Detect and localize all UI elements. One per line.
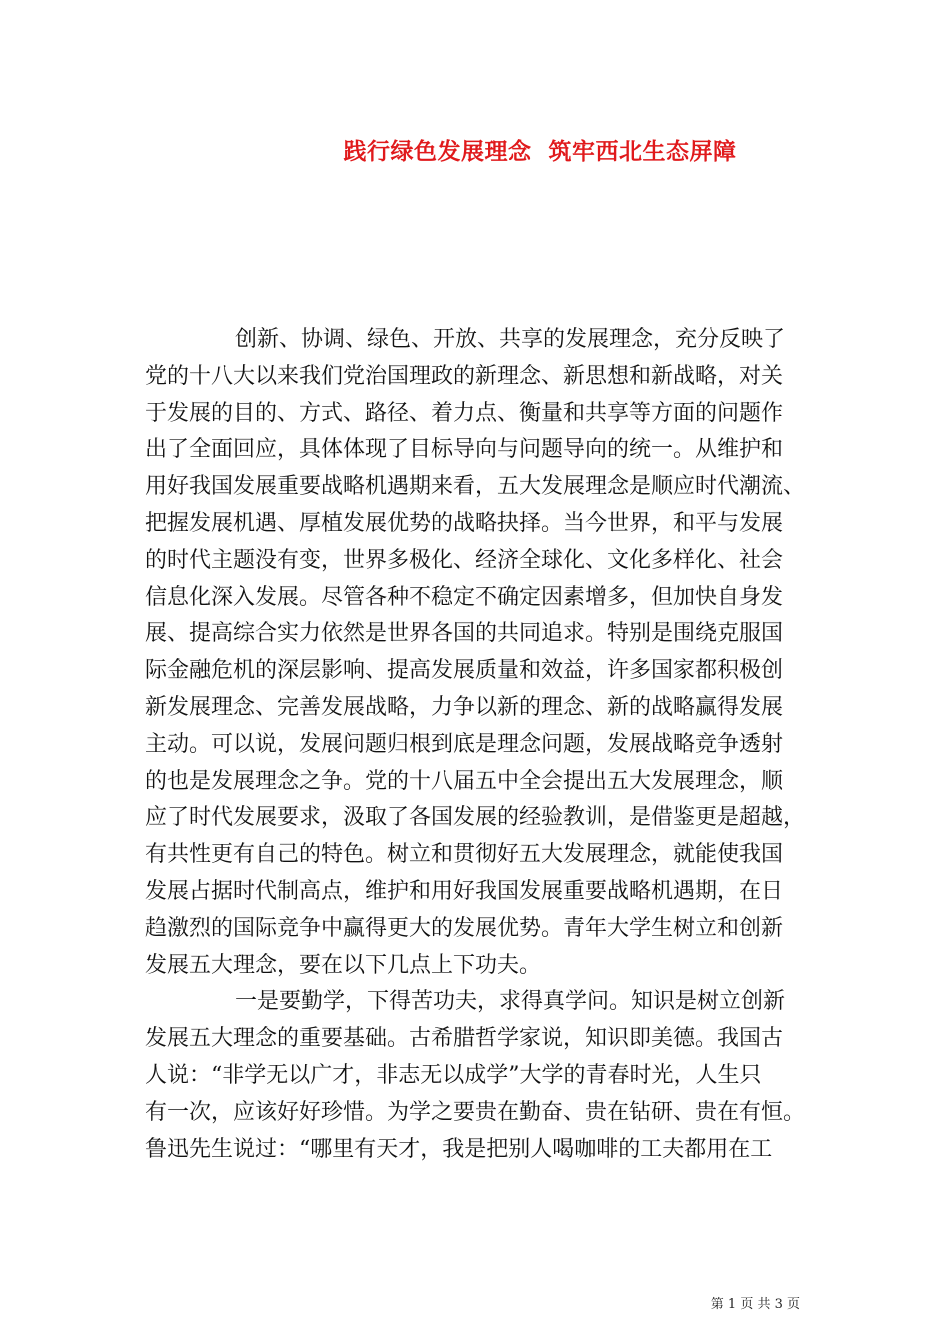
body-line: 应了时代发展要求，汲取了各国发展的经验教训，是借鉴更是超越， — [145, 805, 806, 831]
body-line: 展、提高综合实力依然是世界各国的共同追求。特别是围绕克服国 — [145, 621, 784, 647]
body-line: 的时代主题没有变，世界多极化、经济全球化、文化多样化、社会 — [145, 547, 784, 573]
body-line: 人说：“非学无以广才，非志无以成学”大学的青春时光，人生只 — [145, 1062, 762, 1088]
body-line: 把握发展机遇、厚植发展优势的战略抉择。当今世界，和平与发展 — [145, 510, 784, 536]
body-line: 党的十八大以来我们党治国理政的新理念、新思想和新战略，对关 — [145, 363, 784, 389]
body-line: 趋激烈的国际竞争中赢得更大的发展优势。青年大学生树立和创新 — [145, 915, 784, 941]
body-line: 用好我国发展重要战略机遇期来看，五大发展理念是顺应时代潮流、 — [145, 474, 806, 500]
body-line: 出了全面回应，具体体现了目标导向与问题导向的统一。从维护和 — [145, 437, 784, 463]
body-line: 创新、协调、绿色、开放、共享的发展理念，充分反映了 — [235, 327, 786, 352]
body-line: 发展五大理念的重要基础。古希腊哲学家说，知识即美德。我国古 — [145, 1026, 784, 1052]
body-line: 有一次，应该好好珍惜。为学之要贵在勤奋、贵在钻研、贵在有恒。 — [145, 1099, 806, 1125]
document-title: 践行绿色发展理念 筑牢西北生态屏障 — [343, 138, 737, 165]
body-line: 信息化深入发展。尽管各种不稳定不确定因素增多，但加快自身发 — [145, 584, 784, 610]
body-line: 际金融危机的深层影响、提高发展质量和效益，许多国家都积极创 — [145, 658, 784, 684]
body-line: 发展占据时代制高点，维护和用好我国发展重要战略机遇期，在日 — [145, 878, 784, 904]
document-body — [145, 322, 825, 1168]
body-line: 有共性更有自己的特色。树立和贯彻好五大发展理念，就能使我国 — [145, 842, 784, 868]
body-line: 于发展的目的、方式、路径、着力点、衡量和共享等方面的问题作 — [145, 400, 784, 426]
page-footer: 第 1 页 共 3 页 — [710, 1297, 800, 1312]
body-line: 的也是发展理念之争。党的十八届五中全会提出五大发展理念，顺 — [145, 768, 784, 794]
body-line: 新发展理念、完善发展战略，力争以新的理念、新的战略赢得发展 — [145, 694, 784, 720]
body-line: 鲁迅先生说过：“哪里有天才，我是把别人喝咖啡的工夫都用在工 — [145, 1136, 773, 1162]
body-line: 发展五大理念，要在以下几点上下功夫。 — [145, 952, 542, 978]
body-line: 一是要勤学，下得苦功夫，求得真学问。知识是树立创新 — [235, 989, 786, 1015]
body-line: 主动。可以说，发展问题归根到底是理念问题，发展战略竞争透射 — [145, 731, 784, 757]
